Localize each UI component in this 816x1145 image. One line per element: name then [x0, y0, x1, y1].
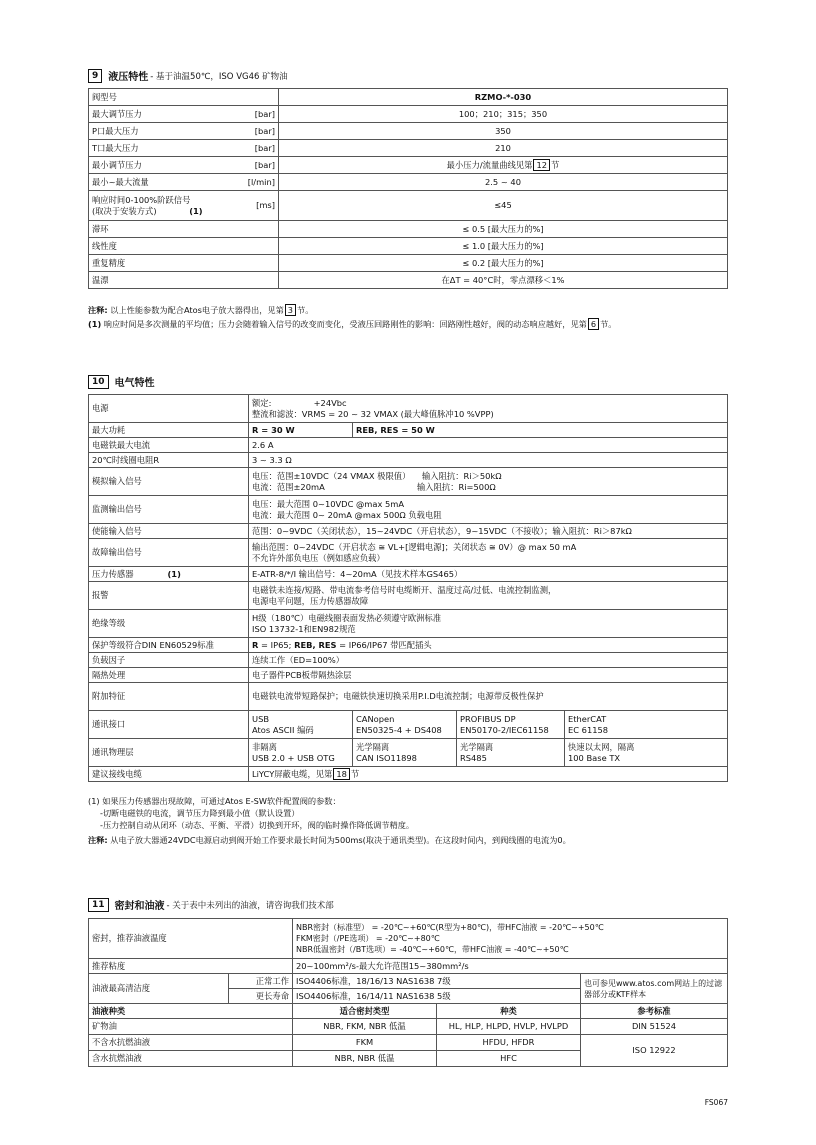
clean-condition: 更长寿命 [229, 989, 293, 1004]
fluid-seal: FKM [293, 1035, 437, 1051]
value-suffix: 节 [551, 160, 560, 170]
section-ref[interactable]: 18 [333, 768, 350, 780]
value-line: 电源电平问题，压力传感器故障 [252, 595, 369, 606]
table-row [89, 959, 728, 974]
value-line: NBR低温密封（/BT选项）= -40℃~+60℃，带HFC油液 = -40℃~+50℃ [296, 945, 569, 954]
row-label: T口最大压力 [92, 142, 139, 153]
cell-line: 非隔离 [252, 741, 277, 752]
value-line: 输入阻抗：Ri＞50kΩ [422, 470, 502, 481]
table-row [89, 711, 728, 739]
row-value: REB, RES = 50 W [353, 423, 728, 438]
table-row [89, 272, 728, 289]
row-value [279, 157, 728, 174]
row-label [89, 567, 249, 582]
fluid-kind: 不含水抗燃油液 [89, 1035, 293, 1051]
section-heading: 密封和油液 [114, 901, 165, 912]
row-label: 重复精度 [89, 255, 279, 272]
note-suffix: 节。 [297, 305, 314, 315]
fluid-seal: NBR, NBR 低温 [293, 1051, 437, 1067]
row-label: 最小~最大流量 [92, 176, 149, 187]
cell-line: 光学隔离 [460, 741, 494, 752]
table-row [89, 89, 728, 106]
table-row [89, 453, 728, 468]
clean-value: ISO4406标准，16/14/11 NAS1638 5级 [293, 989, 581, 1004]
table-row [89, 767, 728, 782]
value-line: ISO 13732-1和EN982规范 [252, 623, 356, 634]
footnote-mark: (1) [167, 568, 181, 579]
cell-line: 100 Base TX [568, 752, 621, 763]
cell-line: EN50170-2/IEC61158 [460, 724, 549, 735]
section-ref[interactable]: 6 [588, 318, 599, 330]
clean-value: ISO4406标准，18/16/13 NAS1638 7级 [293, 974, 581, 989]
cell-line: RS485 [460, 752, 487, 763]
table-row [89, 974, 728, 989]
table-row [89, 739, 728, 767]
row-value [249, 767, 728, 782]
value-part: REB, RES [294, 639, 337, 650]
cell-line: CANopen [356, 713, 395, 724]
cell-line: Atos ASCII 编码 [252, 724, 314, 735]
row-value [249, 539, 728, 567]
row-value: ≤ 0.5 [最大压力的%] [279, 221, 728, 238]
row-label: 建议接线电缆 [89, 767, 249, 782]
row-value: ≤ 0.2 [最大压力的%] [279, 255, 728, 272]
table-row [89, 468, 728, 496]
row-unit: [bar] [254, 159, 275, 170]
cell-line: USB [252, 713, 270, 724]
value-line: 不允许外部负电压（例如感应负载） [252, 552, 385, 563]
row-label: 保护等级符合DIN EN60529标准 [89, 638, 249, 653]
row-label: 模拟输入信号 [89, 468, 249, 496]
row-unit: [ms] [256, 200, 275, 210]
section-9-title [88, 68, 288, 83]
cell-line: 光学隔离 [356, 741, 390, 752]
column-header: 适合密封类型 [293, 1004, 437, 1019]
row-value: 350 [279, 123, 728, 140]
table-row [89, 567, 728, 582]
table-row [89, 106, 728, 123]
value-line: 整流和滤波：VRMS = 20 ~ 32 VMAX (最大峰值脉冲10 %VPP) [252, 408, 494, 419]
fluid-standard: ISO 12922 [581, 1035, 728, 1067]
value-part: = IP65; [258, 639, 295, 650]
comm-cell [457, 711, 565, 739]
fluid-class: HFDU, HFDR [437, 1035, 581, 1051]
value-line: 电压：范围±10VDC（24 VMAX 极限值） [252, 470, 411, 481]
label-text: 压力传感器 [92, 568, 134, 579]
value-line: H级（180℃）电磁线圈表面发热必须遵守欧洲标准 [252, 612, 442, 623]
row-label: 负载因子 [89, 653, 249, 668]
row-unit: [bar] [254, 108, 275, 119]
value-line: 电磁铁未连接/短路、带电流参考信号时电缆断开、温度过高/过低、电流控制监测， [252, 584, 557, 595]
row-label: 滞环 [89, 221, 279, 238]
row-label: 最大功耗 [89, 423, 249, 438]
table-row [89, 395, 728, 423]
electrical-table [88, 394, 728, 782]
section-number: 9 [88, 69, 102, 83]
row-label: 通讯物理层 [89, 739, 249, 767]
table-row [89, 610, 728, 638]
section-subheading: - 基于油温50℃，ISO VG46 矿物油 [150, 71, 288, 82]
hydraulic-table [88, 88, 728, 289]
row-unit: [l/min] [247, 176, 275, 187]
table-row [89, 653, 728, 668]
value-part: R [252, 639, 259, 650]
cell-line: USB 2.0 + USB OTG [252, 752, 335, 763]
clean-condition: 正常工作 [229, 974, 293, 989]
row-value: 3 ~ 3.3 Ω [249, 453, 728, 468]
value-line: 输入阻抗：Ri=500Ω [417, 481, 496, 492]
value-line: 电流：最大范围 0~ 20mA @max 500Ω 负载电阻 [252, 509, 442, 520]
value-line: FKM密封（/PE选项） = -20℃~+80℃ [296, 934, 440, 943]
value-text: LiYCY屏蔽电缆，见第 [252, 769, 333, 779]
table-row [89, 255, 728, 272]
row-label: 推荐粘度 [89, 959, 293, 974]
value-line: 电压：最大范围 0~10VDC @max 5mA [252, 498, 405, 509]
table-row [89, 438, 728, 453]
section-subheading: - 关于表中未列出的油液，请咨询我们技术部 [166, 900, 334, 911]
row-value [249, 638, 728, 653]
row-label: 油液最高清洁度 [89, 974, 229, 1004]
row-label: 使能输入信号 [89, 524, 249, 539]
row-value [249, 582, 728, 610]
row-value [249, 395, 728, 423]
column-header: 参考标准 [581, 1004, 728, 1019]
table-row [89, 191, 728, 221]
row-value: 在ΔT = 40°C时，零点漂移＜1% [279, 272, 728, 289]
table-row [89, 238, 728, 255]
cell-line: CAN ISO11898 [356, 752, 417, 763]
note-label: 注释: [88, 305, 108, 315]
row-value: 210 [279, 140, 728, 157]
value-line: 电流：范围±20mA [252, 481, 325, 492]
section-number: 11 [88, 898, 109, 912]
cell-line: 快速以太网，隔离 [568, 741, 635, 752]
row-label: P口最大压力 [92, 125, 139, 136]
table-row [89, 157, 728, 174]
note-2 [88, 318, 616, 330]
row-label: 通讯接口 [89, 711, 249, 739]
footnote-mark: (1) [189, 205, 203, 216]
page-code: FS067 [704, 1098, 728, 1107]
row-label: 电磁铁最大电流 [89, 438, 249, 453]
value-line: 输出范围：0~24VDC（开启状态 ≅ VL+[逻辑电源]；关闭状态 ≅ 0V）@ max 50 mA [252, 541, 577, 552]
seals-fluids-table [88, 918, 728, 1067]
section-11-title [88, 897, 334, 912]
row-label: 响应时间0-100%阶跃信号 [92, 194, 191, 205]
table-row [89, 524, 728, 539]
row-value [249, 468, 728, 496]
row-label: 线性度 [89, 238, 279, 255]
note-suffix: 节。 [600, 319, 617, 329]
section-ref[interactable]: 12 [533, 159, 550, 171]
table-row [89, 496, 728, 524]
footnote-1-line-3: -压力控制自动从闭环（动态、平衡、平滑）切换到开环，阀的临时操作降低调节精度。 [100, 820, 415, 830]
cell-line: EC 61158 [568, 724, 609, 735]
note-text: 从电子放大器通24VDC电源启动到阀开始工作要求最长时间为500ms(取决于通讯类型)。在这段时间内，到阀线圈的电流为0。 [110, 835, 571, 845]
row-value: 电磁铁电流带短路保护；电磁铁快速切换采用P.I.D电流控制；电源带反极性保护 [249, 683, 728, 711]
row-value: 范围：0~9VDC（关闭状态），15~24VDC（开启状态），9~15VDC（不接收）；输入阻抗：Ri＞87kΩ [249, 524, 728, 539]
row-value: 2.6 A [249, 438, 728, 453]
fluid-kind: 矿物油 [89, 1019, 293, 1035]
cell-line: PROFIBUS DP [460, 713, 516, 724]
row-value: RZMO-*-030 [279, 89, 728, 106]
fluid-kind: 含水抗燃油液 [89, 1051, 293, 1067]
row-label: 最大调节压力 [92, 108, 142, 119]
value-suffix: 节 [350, 769, 360, 779]
row-value [249, 610, 728, 638]
row-label: 20℃时线圈电阻R [89, 453, 249, 468]
table-row [89, 221, 728, 238]
row-label: 温漂 [89, 272, 279, 289]
row-label: 故障输出信号 [89, 539, 249, 567]
table-row [89, 683, 728, 711]
table-row [89, 140, 728, 157]
section-ref[interactable]: 3 [285, 304, 296, 316]
phys-cell [565, 739, 728, 767]
footnote-1-line-2: -切断电磁铁的电流，调节压力降到最小值（默认设置） [100, 808, 300, 818]
note-text: 响应时间是多次测量的平均值；压力会随着输入信号的改变而变化，受液压回路刚性的影响：回路刚性越好，阀的动态响应越好，见第 [103, 319, 587, 329]
row-value [293, 919, 728, 959]
note-text: 以上性能参数为配合Atos电子放大器得出，见第 [110, 305, 284, 315]
column-header: 种类 [437, 1004, 581, 1019]
value-line: NBR密封（标准型） = -20℃~+60℃(R型为+80℃)，带HFC油液 = -20℃~+50℃ [296, 923, 604, 932]
table-row [89, 668, 728, 683]
clean-note: 也可参见www.atos.com网站上的过滤器部分或KTF样本 [581, 974, 728, 1004]
table-row [89, 638, 728, 653]
fluid-class: HL, HLP, HLPD, HVLP, HVLPD [437, 1019, 581, 1035]
row-label: 密封，推荐油液温度 [89, 919, 293, 959]
table-row [89, 1035, 728, 1051]
row-value: 电子器件PCB板带隔热涂层 [249, 668, 728, 683]
column-header: 油液种类 [89, 1004, 293, 1019]
table-row [89, 582, 728, 610]
row-label: 绝缘等级 [89, 610, 249, 638]
comm-cell [353, 711, 457, 739]
table-row [89, 423, 728, 438]
comm-cell [249, 711, 353, 739]
row-unit: [bar] [254, 125, 275, 136]
cell-line: EtherCAT [568, 713, 607, 724]
row-value: 连续工作（ED=100%） [249, 653, 728, 668]
note-label: (1) [88, 319, 102, 329]
row-label: 隔热处理 [89, 668, 249, 683]
row-value: 20~100mm²/s-最大允许范围15~380mm²/s [293, 959, 728, 974]
note-1 [88, 304, 313, 316]
table-row [89, 919, 728, 959]
section-10-title [88, 374, 155, 389]
table-row [89, 539, 728, 567]
row-value: ≤45 [279, 191, 728, 221]
note-label: 注释: [88, 835, 108, 845]
value-part: = IP66/IP67 带匹配插头 [336, 639, 432, 650]
note-electrical [88, 834, 571, 846]
fluid-seal: NBR, FKM, NBR 低温 [293, 1019, 437, 1035]
cell-line: EN50325-4 + DS408 [356, 724, 442, 735]
row-value: ≤ 1.0 [最大压力的%] [279, 238, 728, 255]
value-line: 额定: +24Vbc [252, 397, 347, 408]
fluid-class: HFC [437, 1051, 581, 1067]
row-value: 100；210；315；350 [279, 106, 728, 123]
value-text: 最小压力/流量曲线见第 [446, 160, 533, 170]
section-heading: 液压特性 [108, 72, 149, 83]
row-label-2: (取决于安装方式) [92, 205, 157, 216]
table-row [89, 174, 728, 191]
row-label: 电源 [89, 395, 249, 423]
table-row [89, 1019, 728, 1035]
row-label: 报警 [89, 582, 249, 610]
footnote-1: (1) 如果压力传感器出现故障，可通过Atos E-SW软件配置阀的参数： [88, 796, 341, 806]
row-value: R = 30 W [249, 423, 353, 438]
phys-cell [249, 739, 353, 767]
phys-cell [353, 739, 457, 767]
comm-cell [565, 711, 728, 739]
row-label: 附加特征 [89, 683, 249, 711]
row-label: 监测输出信号 [89, 496, 249, 524]
row-label: 最小调节压力 [92, 159, 142, 170]
table-row [89, 123, 728, 140]
row-label: 阀型号 [89, 89, 279, 106]
phys-cell [457, 739, 565, 767]
section-heading: 电气特性 [114, 378, 155, 389]
fluid-standard: DIN 51524 [581, 1019, 728, 1035]
table-header-row [89, 1004, 728, 1019]
row-unit: [bar] [254, 142, 275, 153]
row-value: 2.5 ~ 40 [279, 174, 728, 191]
row-value [249, 496, 728, 524]
row-value: E-ATR-8/*/I 输出信号：4~20mA（见技术样本GS465） [249, 567, 728, 582]
section-number: 10 [88, 375, 109, 389]
